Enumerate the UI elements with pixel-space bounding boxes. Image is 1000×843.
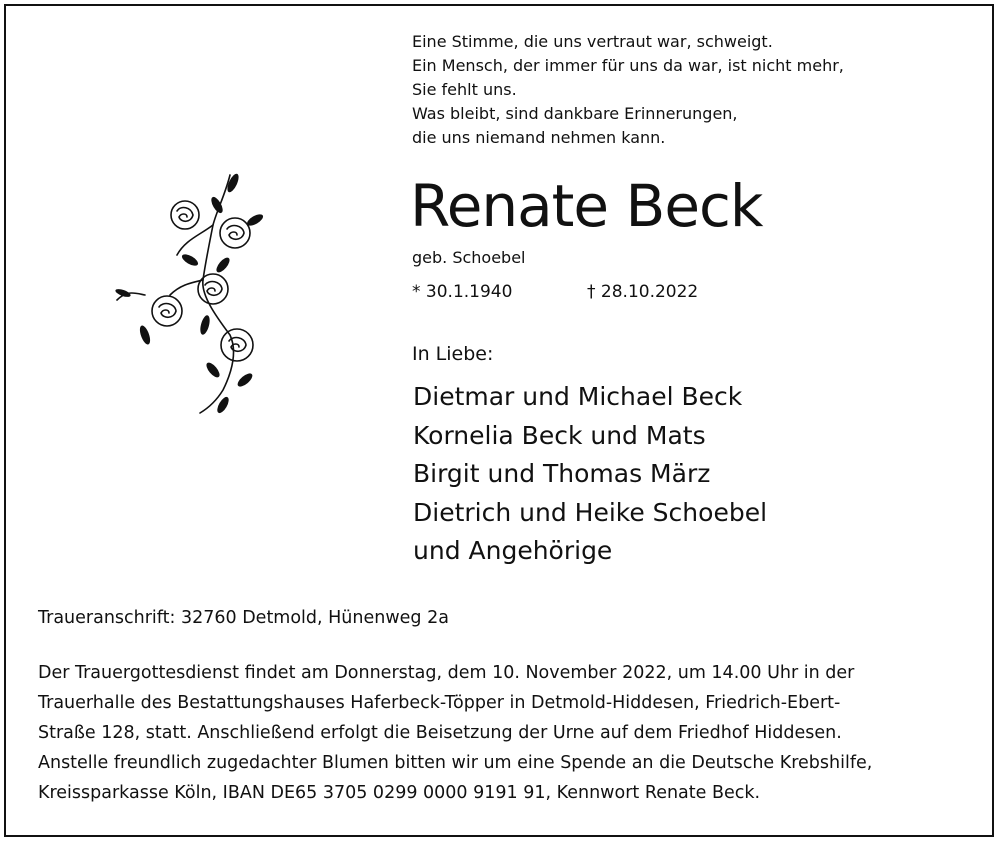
service-line: Straße 128, statt. Anschließend erfolgt die Beisetzung der Urne auf dem Friedhof Hiddesen.: [38, 723, 842, 743]
rose-branch-icon: [105, 165, 290, 420]
maiden-name: geb. Schoebel: [412, 248, 526, 267]
donation-line: Kreissparkasse Köln, IBAN DE65 3705 0299 0000 9191 91, Kennwort Renate Beck.: [38, 783, 761, 803]
death-date: † 28.10.2022: [587, 282, 699, 302]
service-line: Trauerhalle des Bestattungshauses Haferbeck-Töpper in Detmold-Hiddesen, Friedrich-Ebert-: [38, 693, 841, 713]
poem-line: Eine Stimme, die uns vertraut war, schweigt.: [412, 32, 773, 51]
service-info: [38, 658, 968, 808]
deceased-name: Renate Beck: [410, 172, 763, 240]
mourners-list: [413, 378, 767, 571]
mourning-address: Traueranschrift: 32760 Detmold, Hünenweg 2a: [38, 608, 449, 628]
mourner-name: und Angehörige: [413, 536, 613, 565]
poem-line: Sie fehlt uns.: [412, 80, 517, 99]
poem: [412, 30, 844, 150]
mourner-name: Dietmar und Michael Beck: [413, 382, 743, 411]
poem-line: Was bleibt, sind dankbare Erinnerungen,: [412, 104, 738, 123]
mourners-intro: In Liebe:: [412, 343, 494, 365]
service-line: Der Trauergottesdienst findet am Donnerstag, dem 10. November 2022, um 14.00 Uhr in der: [38, 663, 855, 683]
mourner-name: Birgit und Thomas März: [413, 459, 711, 488]
donation-line: Anstelle freundlich zugedachter Blumen bitten wir um eine Spende an die Deutsche Krebshilfe,: [38, 753, 873, 773]
poem-line: Ein Mensch, der immer für uns da war, ist nicht mehr,: [412, 56, 844, 75]
birth-date: * 30.1.1940: [412, 282, 513, 302]
mourner-name: Dietrich und Heike Schoebel: [413, 497, 768, 527]
poem-line: die uns niemand nehmen kann.: [412, 128, 666, 147]
mourner-name: Kornelia Beck und Mats: [413, 420, 706, 450]
